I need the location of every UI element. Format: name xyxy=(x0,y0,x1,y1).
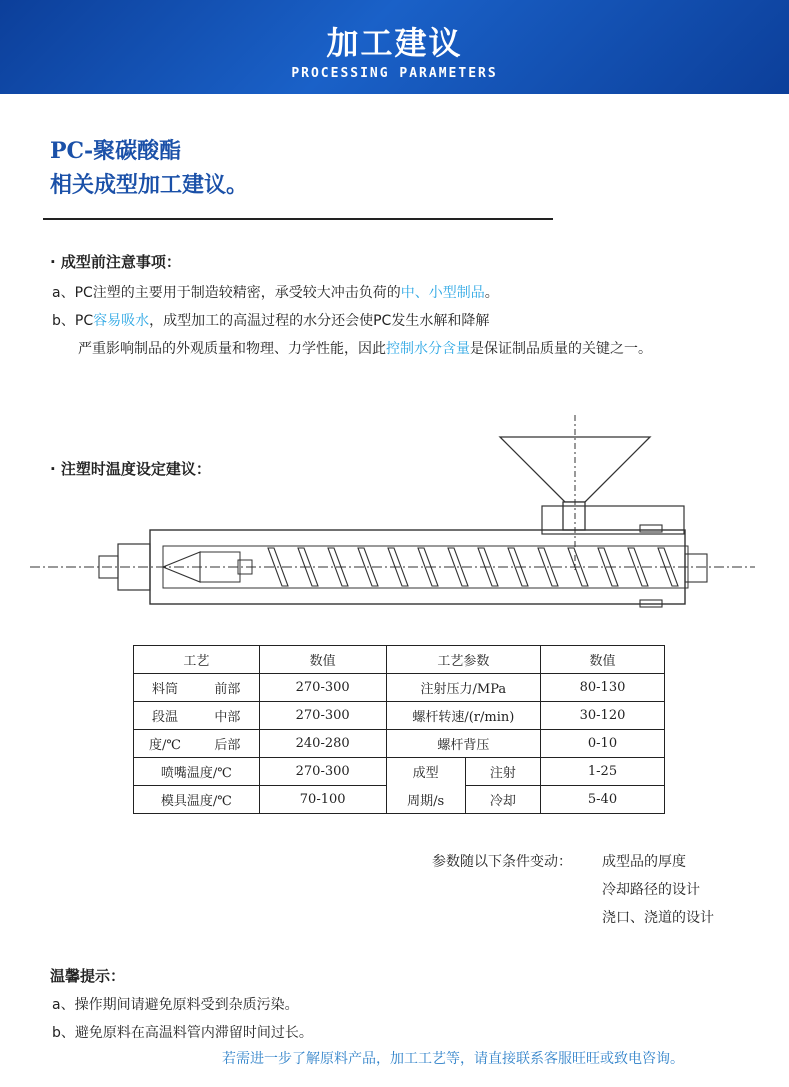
row-zone: 前部 xyxy=(196,674,259,702)
condition-item: 成型品的厚度 xyxy=(602,854,686,870)
table-row xyxy=(134,786,665,814)
row-value: 240-280 xyxy=(259,730,386,758)
tips-title: 温馨提示： xyxy=(50,967,126,985)
note-b-text: b、PC xyxy=(52,313,94,329)
screw-flights xyxy=(268,548,678,586)
pre-molding-title: · 成型前注意事项： xyxy=(50,253,181,271)
row-param-value: 0-10 xyxy=(541,730,665,758)
table-row xyxy=(134,674,665,702)
tip-item: b、避免原料在高温料管内滞留时间过长。 xyxy=(52,1025,313,1041)
note-b xyxy=(52,310,489,330)
note-b2-suffix: 是保证制品质量的关键之一。 xyxy=(470,341,652,357)
row-param-value: 80-130 xyxy=(541,674,665,702)
note-a-text: a、PC注塑的主要用于制造较精密，承受较大冲击负荷的 xyxy=(52,285,401,301)
note-b2-highlight: 控制水分含量 xyxy=(386,341,470,357)
table-row xyxy=(134,702,665,730)
banner-subtitle: PROCESSING PARAMETERS xyxy=(291,66,498,81)
note-b2-text: 严重影响制品的外观质量和物理、力学性能，因此 xyxy=(78,341,386,357)
row-param-value: 30-120 xyxy=(541,702,665,730)
header-value-2: 数值 xyxy=(541,646,665,674)
row-param: 注射压力/MPa xyxy=(386,674,540,702)
row-label: 喷嘴温度/℃ xyxy=(134,758,260,786)
note-a-highlight: 中、小型制品 xyxy=(400,285,485,301)
condition-item: 冷却路径的设计 xyxy=(602,882,700,898)
note-a-suffix: 。 xyxy=(484,285,499,301)
row-group: 度/℃ xyxy=(134,730,197,758)
row-group: 段温 xyxy=(134,702,197,730)
header-param: 工艺参数 xyxy=(386,646,540,674)
header-process: 工艺 xyxy=(134,646,260,674)
table-row xyxy=(134,730,665,758)
footer-contact-note: 若需进一步了解原料产品，加工工艺等，请直接联系客服旺旺或致电咨询。 xyxy=(222,1051,684,1067)
row-param-value: 5-40 xyxy=(541,786,665,814)
header-value: 数值 xyxy=(259,646,386,674)
row-value: 70-100 xyxy=(259,786,386,814)
condition-item: 浇口、浇道的设计 xyxy=(602,910,714,926)
cooling-port-top xyxy=(640,525,662,532)
heading-divider xyxy=(43,218,553,220)
row-value: 270-300 xyxy=(259,758,386,786)
row-group: 料筒 xyxy=(134,674,197,702)
table-header-row xyxy=(134,646,665,674)
heading-line-2: 相关成型加工建议。 xyxy=(50,172,249,198)
note-b-continued xyxy=(78,338,652,358)
banner-title: 加工建议 xyxy=(326,24,463,62)
processing-parameters-table xyxy=(133,645,665,814)
conditions-label: 参数随以下条件变动： xyxy=(432,854,572,870)
note-b-suffix: ，成型加工的高温过程的水分还会使PC发生水解和降解 xyxy=(149,313,490,329)
injection-screw-diagram xyxy=(0,410,789,620)
header-banner xyxy=(0,0,789,94)
row-zone: 中部 xyxy=(196,702,259,730)
cycle-label-1: 成型 xyxy=(386,758,465,786)
temperature-section-title: · 注塑时温度设定建议： xyxy=(50,460,211,478)
note-b-highlight: 容易吸水 xyxy=(93,313,150,329)
table-row xyxy=(134,758,665,786)
note-a xyxy=(52,282,499,302)
row-param: 螺杆背压 xyxy=(386,730,540,758)
row-param: 螺杆转速/(r/min) xyxy=(386,702,540,730)
row-sub: 冷却 xyxy=(465,786,540,814)
tip-item: a、操作期间请避免原料受到杂质污染。 xyxy=(52,997,299,1013)
row-sub: 注射 xyxy=(465,758,540,786)
row-label: 模具温度/℃ xyxy=(134,786,260,814)
row-param-value: 1-25 xyxy=(541,758,665,786)
row-zone: 后部 xyxy=(196,730,259,758)
heading-line-1: PC-聚碳酸酯 xyxy=(50,138,182,164)
row-value: 270-300 xyxy=(259,702,386,730)
row-value: 270-300 xyxy=(259,674,386,702)
cycle-label-2: 周期/s xyxy=(386,786,465,814)
